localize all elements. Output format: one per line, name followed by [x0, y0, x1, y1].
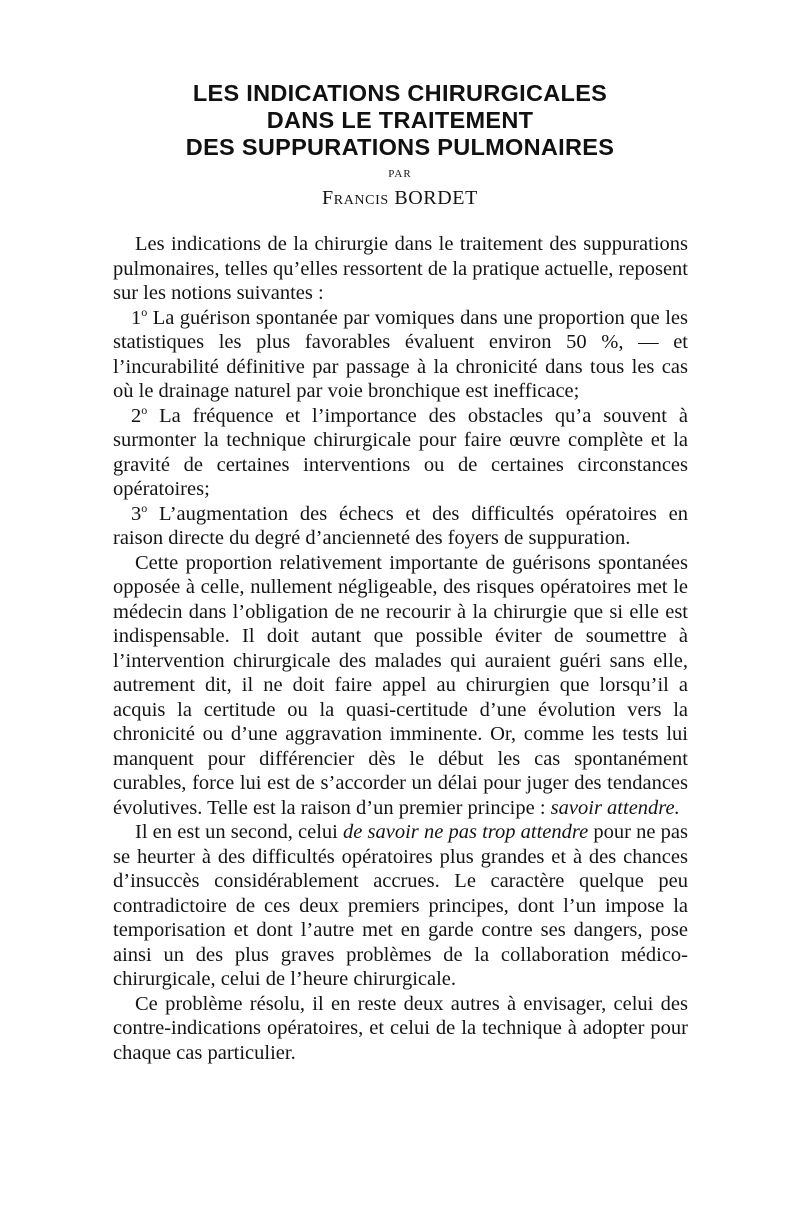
second-principle-intro: Il en est un second, celui — [135, 821, 344, 843]
paragraph-point-2 — [113, 404, 688, 502]
title-line-2: DANS LE TRAITEMENT — [266, 107, 534, 133]
paragraph-point-3 — [113, 502, 688, 551]
paragraph-point-1 — [113, 306, 688, 404]
first-principle-emphasis: savoir attendre. — [550, 796, 680, 819]
title-line-3: DES SUPPURATIONS PULMONAIRES — [185, 134, 615, 160]
first-principle-text: Cette proportion relativement importante de guérisons spontanées opposée à celle, nullement négligeable, des risques opératoires met le médecin dans l’obligation de ne recourir à la chirurgie que si elle est indispensable. Il doit autant que possible éviter de soumettre à l’intervention chirurgicale des malades qui auraient guéri sans elle, autrement dit, il ne doit faire appel au chirurgien que lorsqu’il a acquis la certitude ou la quasi-certitude d’une évolution vers la chronicité ou d’une aggravation imminente. Or, comme les tests lui manquent pour différencier dès le début les cas spontanément curables, force lui est de s’accorder un délai pour juger des tendances évolutives. Telle est la raison d’un premier principe : — [113, 551, 688, 819]
point-2-text: La fréquence et l’importance des obstacles qu’a souvent à surmonter la technique chirurgicale pour faire œuvre complète et la gravité de certaines interventions ou de certaines circonstances opératoires; — [113, 404, 688, 500]
second-principle-emphasis: de savoir ne pas trop attendre — [343, 821, 589, 843]
point-1-text: La guérison spontanée par vomiques dans une proportion que les statistiques les plus favorables évaluent environ 50 %, — et l’incurabilité définitive par passage à la chronicité dans tous les cas où le drainage naturel par voie bronchique est inefficace; — [113, 306, 688, 402]
title-line-1: LES INDICATIONS CHIRURGICALES — [192, 80, 608, 106]
paragraph-intro: Les indications de la chirurgie dans le traitement des suppurations pulmonaires, telles qu’elles ressortent de la pratique actuelle, reposent sur les notions suivantes : — [113, 233, 688, 304]
paragraph-second-principle — [113, 820, 688, 992]
point-2-ordinal: o — [141, 402, 148, 417]
second-principle-text: pour ne pas se heurter à des difficultés opératoires plus grandes et à des chances d’insuccès considérablement accrues. Le caractère quelque peu contradictoire de ces deux premiers principes, dont l’un impose la temporisation et dont l’autre met en garde contre ses dangers, pose ainsi un des plus graves problèmes de la collaboration médico-chirurgicale, celui de l’heure chirurgicale. — [113, 821, 688, 990]
author-name — [0, 187, 800, 210]
point-1-number: 1 — [131, 306, 142, 329]
point-3-text: L’augmentation des échecs et des difficultés opératoires en raison directe du degré d’ancienneté des foyers de suppuration. — [113, 502, 688, 549]
article-body — [113, 232, 688, 1065]
author-first-name: Francis — [322, 187, 389, 209]
byline-par: PAR — [388, 168, 412, 180]
point-2-number: 2 — [131, 404, 142, 427]
paragraph-conclusion: Ce problème résolu, il en reste deux autres à envisager, celui des contre-indications opératoires, et celui de la technique à adopter pour chaque cas particulier. — [113, 992, 688, 1064]
point-1-ordinal: o — [141, 304, 148, 319]
paragraph-first-principle — [113, 551, 688, 821]
point-3-number: 3 — [131, 502, 142, 525]
point-3-ordinal: o — [141, 500, 148, 515]
author-last-name: BORDET — [394, 187, 478, 209]
article-title — [0, 80, 800, 161]
